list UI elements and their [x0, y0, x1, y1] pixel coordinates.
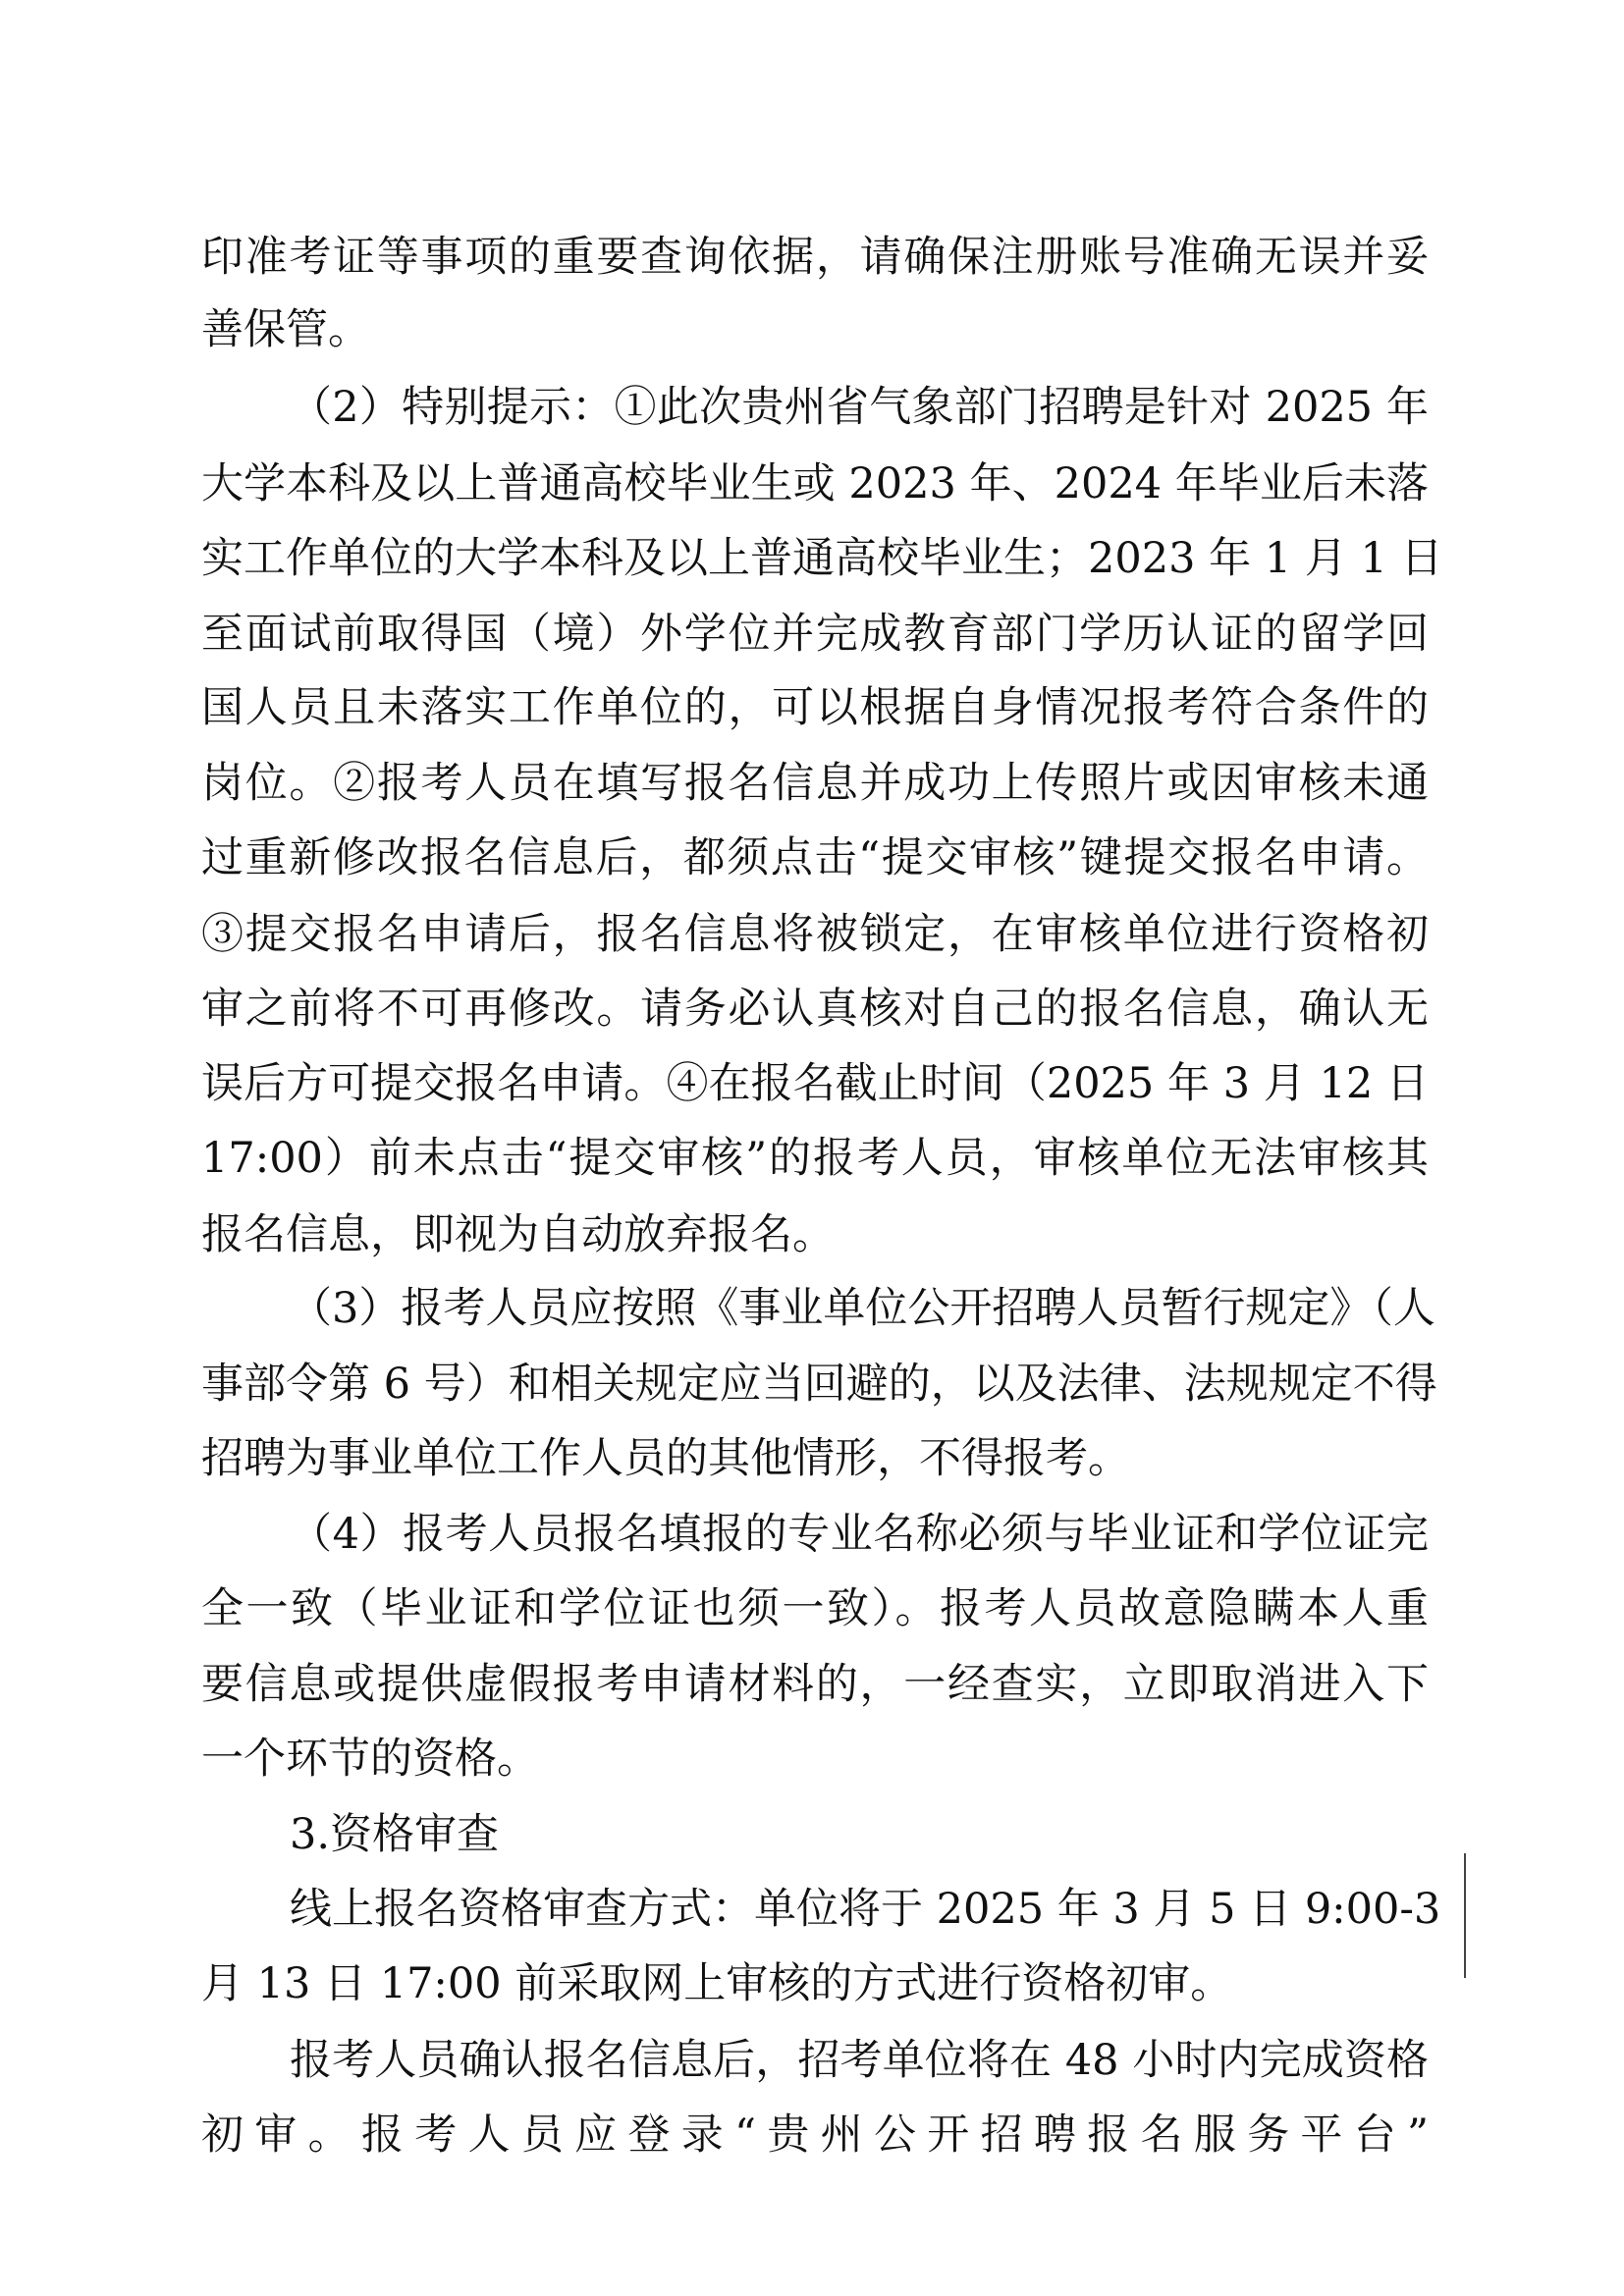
text-line: 误后方可提交报名申请。④在报名截止时间（2025 年 3 月 12 日	[201, 1059, 1429, 1108]
text-line: （3）报考人员应按照《事业单位公开招聘人员暂行规定》（人	[290, 1284, 1435, 1333]
text-line: 善保管。	[201, 305, 370, 354]
text-line: 招聘为事业单位工作人员的其他情形，不得报考。	[201, 1434, 1130, 1483]
text-line: 实工作单位的大学本科及以上普通高校毕业生；2023 年 1 月 1 日	[201, 534, 1443, 583]
margin-rule	[1464, 1853, 1466, 1978]
text-line: 事部令第 6 号）和相关规定应当回避的，以及法律、法规规定不得	[201, 1360, 1437, 1409]
text-line: 线上报名资格审查方式：单位将于 2025 年 3 月 5 日 9:00-3	[290, 1885, 1441, 1934]
text-line: 印准考证等事项的重要查询依据，请确保注册账号准确无误并妥	[201, 233, 1429, 282]
text-line: （4）报考人员报名填报的专业名称必须与毕业证和学位证完	[290, 1510, 1429, 1559]
text-line: 报考人员确认报名信息后，招考单位将在 48 小时内完成资格	[290, 2036, 1429, 2085]
section-heading: 3.资格审查	[290, 1810, 500, 1859]
text-line: 至面试前取得国（境）外学位并完成教育部门学历认证的留学回	[201, 610, 1429, 659]
text-line: 大学本科及以上普通高校毕业生或 2023 年、2024 年毕业后未落	[201, 459, 1429, 508]
text-line: 要信息或提供虚假报考申请材料的，一经查实，立即取消进入下	[201, 1660, 1429, 1709]
text-line: 岗位。②报考人员在填写报名信息并成功上传照片或因审核未通	[201, 759, 1429, 808]
text-line: 初审。报考人员应登录“贵州公开招聘报名服务平台”	[201, 2110, 1429, 2160]
text-line: 17:00）前未点击“提交审核”的报考人员，审核单位无法审核其	[201, 1134, 1429, 1183]
text-line: 过重新修改报名信息后，都须点击“提交审核”键提交报名申请。	[201, 833, 1429, 882]
text-line: 国人员且未落实工作单位的，可以根据自身情况报考符合条件的	[201, 683, 1429, 732]
text-line: 报名信息，即视为自动放弃报名。	[201, 1210, 835, 1259]
text-line: 审之前将不可再修改。请务必认真核对自己的报名信息，确认无	[201, 985, 1429, 1034]
text-line: 一个环节的资格。	[201, 1735, 539, 1784]
text-line: （2）特别提示：①此次贵州省气象部门招聘是针对 2025 年	[290, 383, 1429, 432]
text-line: ③提交报名申请后，报名信息将被锁定，在审核单位进行资格初	[201, 910, 1429, 959]
text-line: 月 13 日 17:00 前采取网上审核的方式进行资格初审。	[201, 1959, 1233, 2008]
text-line: 全一致（毕业证和学位证也须一致）。报考人员故意隐瞒本人重	[201, 1584, 1429, 1633]
